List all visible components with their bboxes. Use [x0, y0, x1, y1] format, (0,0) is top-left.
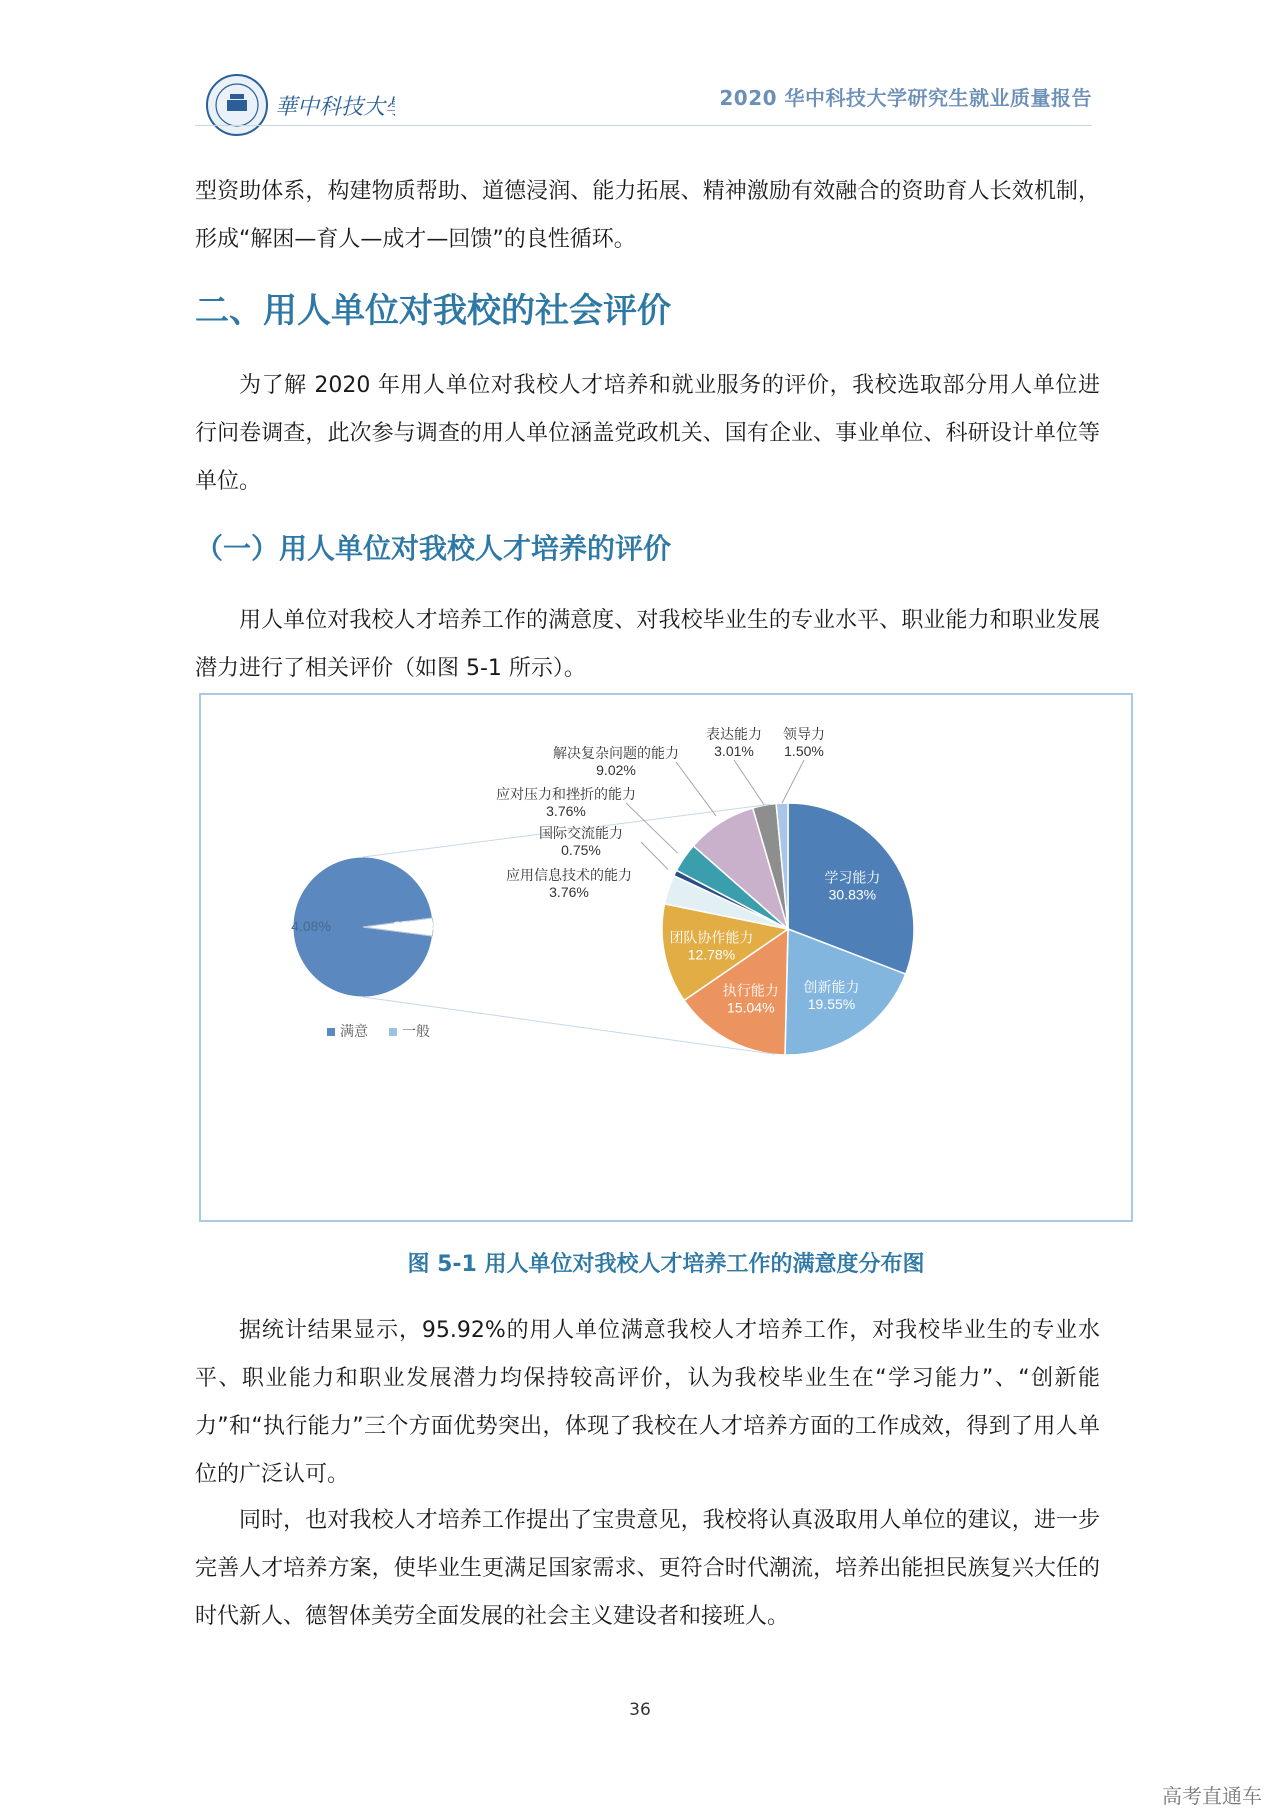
slice-value-4: 3.76%: [549, 884, 589, 900]
paragraph-results: 据统计结果显示，95.92%的用人单位满意我校人才培养工作，对我校毕业生的专业水平、职业能力和职业发展潜力均保持较高评价，认为我校毕业生在“学习能力”、“创新能力”和“执行能力”三个方面优势突出，体现了我校在人才培养方面的工作成效，得到了用人单位的广泛认可。: [195, 1318, 1100, 1487]
subsection-heading: （一）用人单位对我校人才培养的评价: [195, 532, 672, 565]
legend-label-1: 一般: [402, 1023, 430, 1039]
legend-label-0: 满意: [340, 1023, 368, 1039]
report-title: 2020 华中科技大学研究生就业质量报告: [719, 86, 1092, 110]
leader-line-5: [641, 842, 668, 869]
leader-line-9: [782, 760, 804, 803]
paragraph-survey-intro: 为了解 2020 年用人单位对我校人才培养和就业服务的评价，我校选取部分用人单位进行问卷调查，此次参与调查的用人单位涵盖党政机关、国有企业、事业单位、科研设计单位等单位。: [195, 373, 1100, 494]
paragraph-evaluation-intro: 用人单位对我校人才培养工作的满意度、对我校毕业生的专业水平、职业能力和职业发展潜力进行了相关评价（如图 5-1 所示）。: [195, 608, 1100, 681]
watermark: 高考直通车: [1162, 1784, 1262, 1808]
section-heading: 二、用人单位对我校的社会评价: [195, 291, 671, 331]
legend-swatch-1: [389, 1028, 397, 1036]
leader-line-8: [734, 760, 764, 805]
slice-value-0: 30.83%: [828, 886, 877, 903]
slice-name-1: 创新能力: [803, 978, 860, 995]
main-label-general: 4.08%: [291, 918, 331, 934]
header-divider: [195, 125, 1092, 126]
slice-value-1: 19.55%: [807, 995, 856, 1012]
leader-line-6: [626, 803, 678, 853]
leader-line-7: [676, 762, 716, 816]
legend-swatch-0: [327, 1028, 335, 1036]
slice-name-8: 表达能力: [706, 726, 762, 742]
slice-value-2: 15.04%: [727, 999, 775, 1016]
page-number: 36: [629, 1700, 651, 1720]
slice-value-7: 9.02%: [596, 762, 636, 778]
slice-name-9: 领导力: [783, 726, 825, 742]
slice-value-8: 3.01%: [714, 743, 754, 759]
slice-value-6: 3.76%: [546, 803, 586, 819]
chart-canvas: [201, 695, 1131, 1220]
slice-name-2: 执行能力: [722, 982, 779, 999]
slice-name-7: 解决复杂问题的能力: [553, 745, 679, 761]
main-label-satisfied: 95.92%: [393, 918, 441, 934]
slice-name-3: 团队协作能力: [669, 929, 754, 946]
satisfaction-chart: [199, 693, 1133, 1222]
slice-value-9: 1.50%: [784, 743, 824, 759]
slice-name-4: 应用信息技术的能力: [506, 867, 632, 883]
slice-name-5: 国际交流能力: [539, 825, 623, 841]
paragraph-suggestions: 同时，也对我校人才培养工作提出了宝贵意见，我校将认真汲取用人单位的建议，进一步完善人才培养方案，使毕业生更满足国家需求、更符合时代潮流，培养出能担民族复兴大任的时代新人、德智体美劳全面发展的社会主义建设者和接班人。: [195, 1508, 1100, 1629]
slice-value-5: 0.75%: [561, 842, 601, 858]
figure-caption: 图 5-1 用人单位对我校人才培养工作的满意度分布图: [407, 1252, 925, 1277]
logo-wordmark: 華中科技大學: [275, 95, 395, 120]
slice-name-6: 应对压力和挫折的能力: [496, 786, 636, 802]
university-logo: [205, 70, 395, 140]
slice-name-0: 学习能力: [824, 869, 881, 886]
paragraph-funding: 型资助体系，构建物质帮助、道德浸润、能力拓展、精神激励有效融合的资助育人长效机制，形成“解困—育人—成才—回馈”的良性循环。: [195, 179, 1100, 252]
slice-value-3: 12.78%: [687, 946, 736, 963]
